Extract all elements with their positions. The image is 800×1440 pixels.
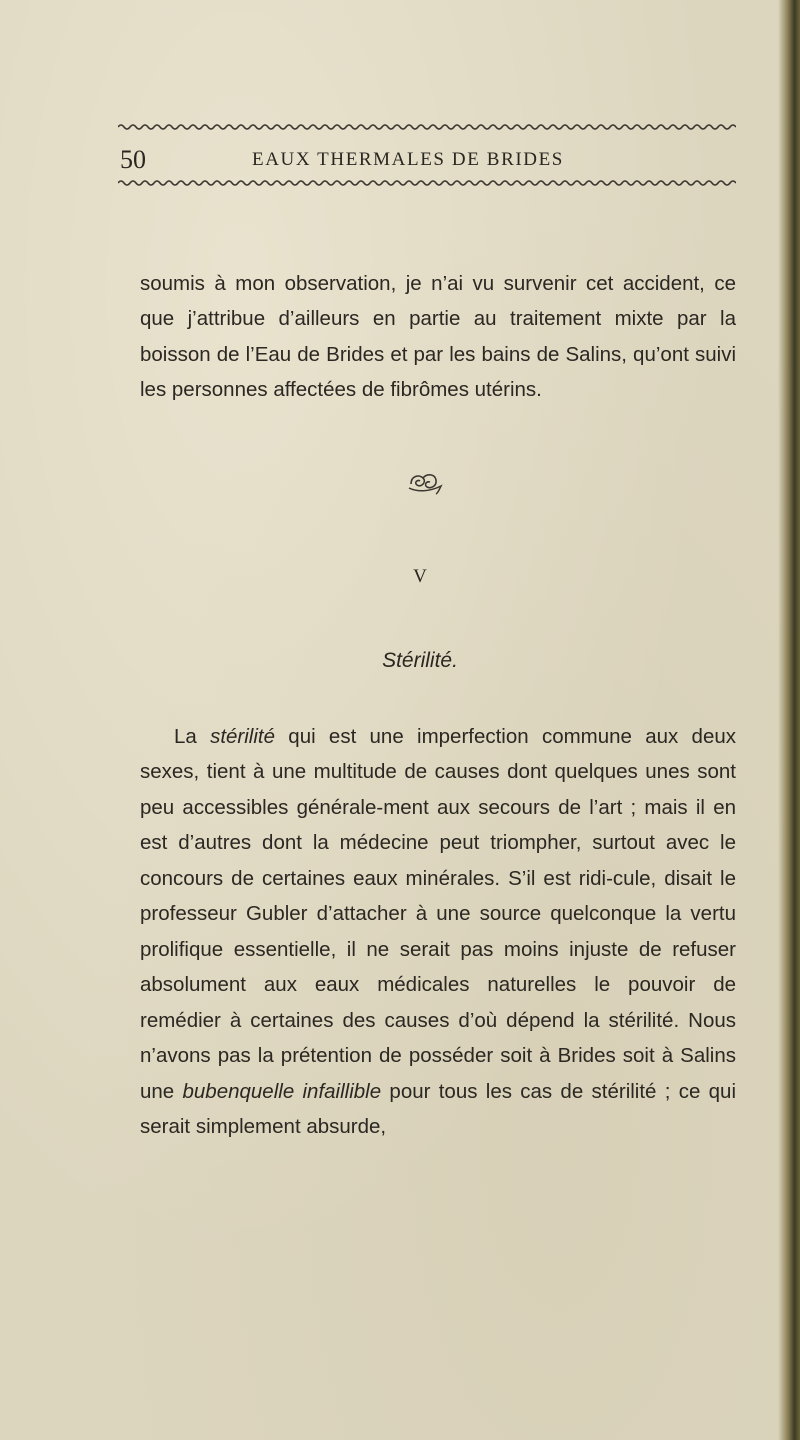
paragraph-continuation: soumis à mon observation, je n’ai vu survenir cet accident, ce que j’attribue d’ailleurs en partie au traitement mixte par la boisson de l’Eau de Brides et par les bains de Salins, qu’ont suivi les personnes affectées de fibrômes utérins. — [140, 271, 736, 401]
page-number: 50 — [120, 145, 146, 174]
section-title: Stérilité. — [382, 649, 458, 672]
page-edge-shadow — [778, 0, 800, 1440]
top-wavy-rule — [118, 122, 736, 132]
emphasis-bubenquelle: bubenquelle infaillible — [182, 1079, 382, 1103]
bottom-wavy-rule — [118, 178, 736, 188]
emphasis-sterilite: stérilité — [210, 724, 276, 748]
paragraph-sterilite — [140, 719, 736, 1145]
running-title: EAUX THERMALES DE BRIDES — [252, 149, 564, 170]
paragraph-body-b: pour tous les cas de stérilité ; ce qui serait simplement absurde, — [140, 1079, 737, 1138]
paragraph-intro: La — [174, 724, 211, 748]
paragraph-body-a: qui est une imperfection commune aux deux sexes, tient à une multitude de causes dont quelques unes sont peu accessibles générale-ment aux secours de l’art ; mais il en est d’autres dont la médecine peut triompher, surtout avec le concours de certaines eaux minérales. S’il est ridi-cule, disait le professeur Gubler d’attacher à une source quelconque la vertu prolifique essentielle, il ne serait pas moins injuste de refuser absolument aux eaux médicales naturelles le pouvoir de remédier à certaines des causes d’où dépend la stérilité. Nous n’avons pas la prétention de posséder soit à Brides soit à Salins une — [140, 724, 736, 1103]
chapter-number: V — [413, 566, 427, 587]
fleuron-icon — [405, 470, 445, 496]
